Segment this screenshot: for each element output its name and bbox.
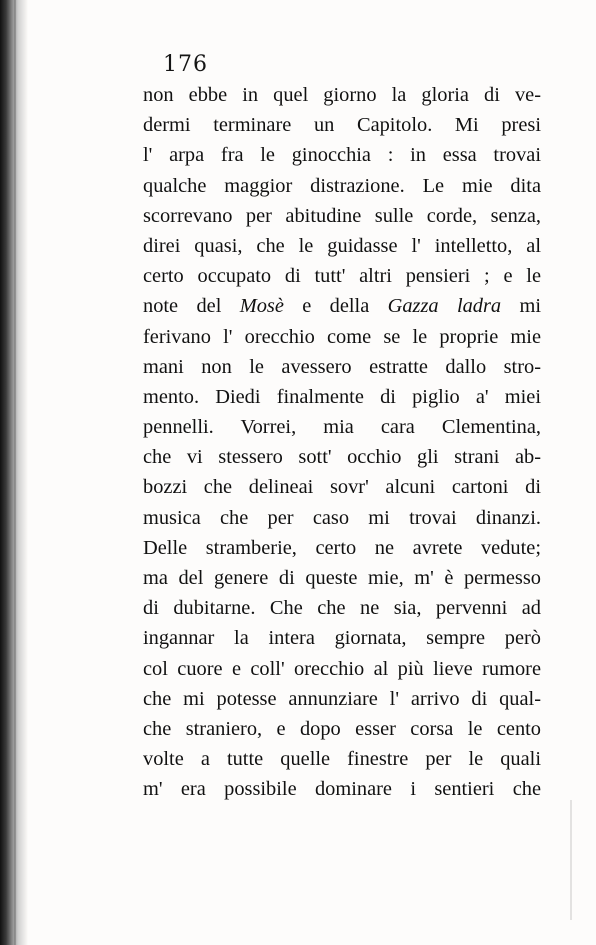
text-line-10: mani non le avessero estratte dallo stro- [143, 355, 541, 378]
text-line-22: che straniero, e dopo esser corsa le cento [143, 717, 541, 740]
text-line-18: di dubitarne. Che che ne sia, pervenni ad [143, 597, 541, 620]
text-line-11: mento. Diedi finalmente di piglio a' miei [143, 385, 541, 408]
page-edge-mark [570, 800, 572, 920]
title-mose: Mosè [239, 295, 284, 318]
text-line-24: m' era possibile dominare i sentieri che [143, 778, 541, 801]
body-text [143, 80, 541, 805]
text-line-20: col cuore e coll' orecchio al più lieve rumore [143, 657, 541, 680]
text-line-1: non ebbe in quel giorno la gloria di ve- [143, 84, 541, 106]
text-line-5: scorrevano per abitudine sulle corde, senza, [143, 204, 541, 227]
binding-line [14, 0, 16, 945]
page-number: 176 [163, 52, 208, 77]
title-gazza-ladra: Gazza ladra [387, 295, 502, 318]
text-line-7: certo occupato di tutt' altri pensieri ; e le [143, 265, 541, 288]
text-line-3: l' arpa fra le ginocchia : in essa trovai [143, 144, 541, 167]
text-line-8-after: mi [501, 295, 542, 318]
text-line-12: pennelli. Vorrei, mia cara Clementina, [143, 416, 541, 439]
text-line-6: direi quasi, che le guidasse l' intelletto, al [143, 234, 541, 257]
text-line-13: che vi stessero sott' occhio gli strani ab- [143, 446, 541, 469]
text-line-14: bozzi che delineai sovr' alcuni cartoni di [143, 476, 541, 499]
text-line-21: che mi potesse annunziare l' arrivo di qual- [143, 687, 541, 710]
text-line-23: volte a tutte quelle finestre per le quali [143, 748, 541, 771]
text-line-2: dermi terminare un Capitolo. Mi presi [143, 114, 541, 137]
text-line-19: ingannar la intera giornata, sempre però [143, 627, 541, 650]
text-line-8 [143, 291, 541, 321]
text-line-17: ma del genere di queste mie, m' è permesso [143, 567, 541, 589]
text-line-9: ferivano l' orecchio come se le proprie mie [143, 325, 541, 348]
text-line-16: Delle stramberie, certo ne avrete vedute; [143, 536, 541, 559]
text-line-15: musica che per caso mi trovai dinanzi. [143, 506, 541, 529]
text-line-8-middle: e della [283, 295, 388, 318]
text-line-4: qualche maggior distrazione. Le mie dita [143, 174, 541, 197]
text-line-8-before: note del [143, 295, 240, 318]
